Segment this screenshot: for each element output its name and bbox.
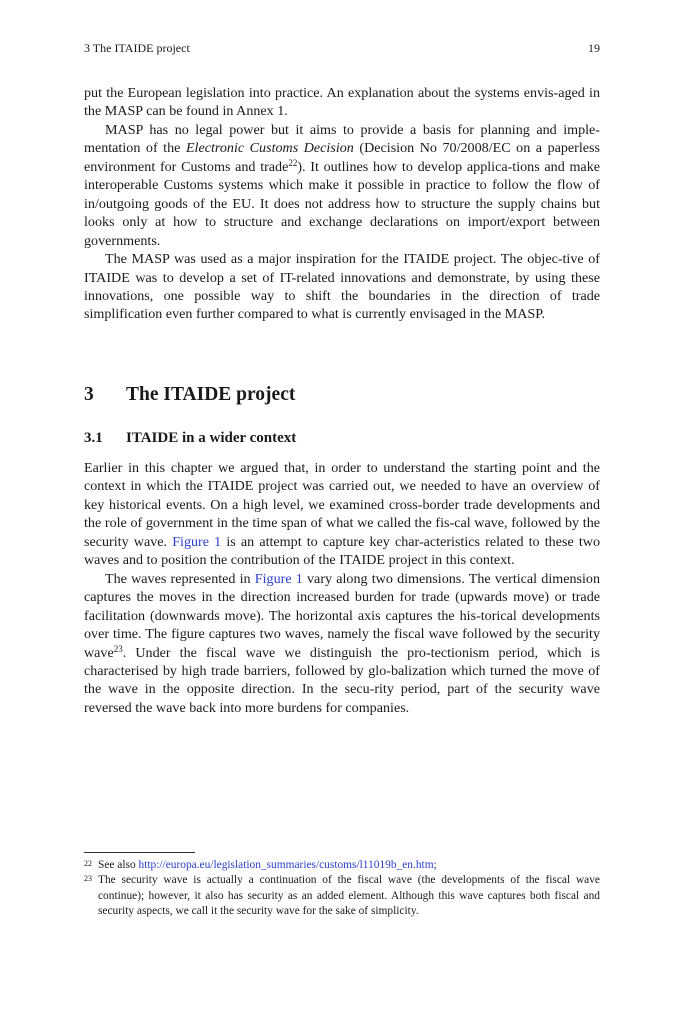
- footnote: [84, 873, 600, 919]
- footnote-text: The security wave is actually a continuation of the fiscal wave (the developments of the fiscal wave continue); however, it also has security as an added element. Although this wave captures both fiscal and security aspects, we call it the security wave for the sake of simplicity.: [98, 874, 600, 918]
- page-number: 19: [588, 41, 600, 55]
- subsection-heading: [84, 428, 296, 448]
- paragraph-text: The waves represented in: [105, 570, 255, 587]
- subsection-title: ITAIDE in a wider context: [126, 430, 297, 446]
- footnote-mark: 23: [84, 874, 92, 884]
- paragraph: [84, 250, 600, 324]
- paragraph-text: is an attempt to capture key char-acteristics related to these two waves and to position the contribution of the ITAIDE project in this context.: [84, 533, 601, 569]
- paragraph: [84, 570, 600, 718]
- paragraph-text: (Decision No 70/2008/EC on a paperless environment for Customs and trade: [84, 140, 601, 175]
- paragraph-text: The MASP was used as a major inspiration for the ITAIDE project. The objec-tive of ITAIDE was to develop a set of IT-related innovations and demonstrate, by using these innovations, one possible way to shift the boundaries in the direction of trade simplification even further compared to what is currently envisaged in the MASP.: [84, 251, 600, 323]
- paragraph: [84, 459, 600, 570]
- paragraph-text: ). It outlines how to develop applica-tions and make interoperable Customs systems which make it possible in practice to follow the flow of in/outgoing goods of the EU. It does not address how to structure the supply chains but looks only at how to structure and exchange declarations on import/export between governments.: [84, 158, 600, 249]
- paragraph-text: put the European legislation into practice. An explanation about the systems envis-aged in the MASP can be found in Annex 1.: [84, 85, 600, 120]
- italic-title: Electronic Customs Decision: [185, 140, 354, 157]
- footnote-link[interactable]: http://europa.eu/legislation_summaries/customs/l11019b_en.htm;: [138, 859, 437, 871]
- footnotes: [84, 858, 600, 920]
- footnote-divider: [84, 852, 195, 853]
- footnote-ref[interactable]: 22: [288, 157, 298, 168]
- section-number: 3: [84, 384, 94, 405]
- running-head-title: 3 The ITAIDE project: [84, 41, 190, 55]
- section-text: [84, 459, 600, 717]
- footnote-text: See also: [98, 859, 139, 871]
- footnote-ref[interactable]: 23: [113, 643, 123, 654]
- paragraph-text: vary along two dimensions. The vertical dimension captures the moves in the direction increased burden for trade (upwards move) or trade facilitation (downwards move). The horizontal axis captures the his-torical developments over time. The figure captures two waves, namely the fiscal wave followed by the security wave: [84, 570, 600, 661]
- figure-link[interactable]: Figure 1: [254, 570, 303, 587]
- paragraph-text: . Under the fiscal wave we distinguish the pro-tectionism period, which is characterised by high trade barriers, followed by glo-balization which turned the move of the wave in the opposite direction. In the secu-rity period, part of the security wave reversed the wave back into more burdens for companies.: [84, 644, 600, 716]
- footnote-mark: 22: [84, 859, 92, 868]
- footnote: [84, 858, 600, 873]
- paragraph-text: MASP has no legal power but it aims to provide a basis for planning and imple-mentation of the: [84, 121, 600, 157]
- subsection-number: 3.1: [84, 430, 103, 446]
- section-title: The ITAIDE project: [126, 384, 296, 405]
- paragraph: [84, 84, 600, 121]
- section-heading: [84, 382, 295, 408]
- paragraph-text: Earlier in this chapter we argued that, in order to understand the starting point and the context in which the ITAIDE project was carried out, we needed to have an overview of key historical events. On a high level, we examined cross-border trade developments and the role of government in the time span of what we called the fis-cal wave, followed by the security wave.: [84, 460, 600, 550]
- paragraph: [84, 121, 600, 250]
- intro-text: [84, 84, 600, 324]
- figure-link[interactable]: Figure 1: [172, 533, 222, 550]
